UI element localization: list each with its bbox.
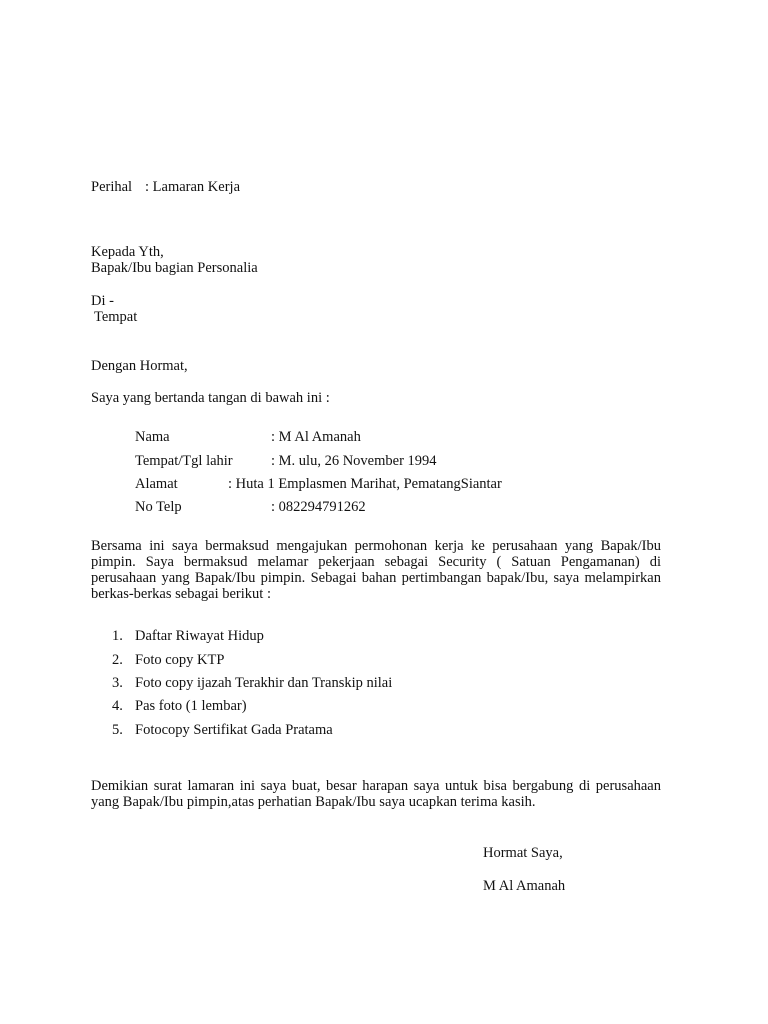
detail-label-name: Nama bbox=[135, 429, 170, 445]
attachment-item: Daftar Riwayat Hidup bbox=[135, 628, 264, 644]
detail-value-birth: : M. ulu, 26 November 1994 bbox=[271, 453, 437, 469]
attachment-item: Foto copy ijazah Terakhir dan Transkip nilai bbox=[135, 675, 393, 691]
recipient-line-2: Bapak/Ibu bagian Personalia bbox=[91, 260, 258, 276]
attachment-number: 2. bbox=[112, 652, 123, 668]
detail-label-address: Alamat bbox=[135, 476, 178, 492]
closing-paragraph: Demikian surat lamaran ini saya buat, besar harapan saya untuk bisa bergabung di perusahaan yang Bapak/Ibu pimpin,atas perhatian Bapak/Ibu saya ucapkan terima kasih. bbox=[91, 778, 661, 810]
attachment-item: Fotocopy Sertifikat Gada Pratama bbox=[135, 722, 333, 738]
subject-label: Perihal bbox=[91, 179, 133, 195]
body-paragraph: Bersama ini saya bermaksud mengajukan permohonan kerja ke perusahaan yang Bapak/Ibu pimpin. Saya bermaksud melamar pekerjaan sebagai Security ( Satuan Pengamanan) di perusahaan yang Bapak/Ibu pimpin. Sebagai bahan pertimbangan bapak/Ibu, saya melampirkan berkas-berkas sebagai berikut : bbox=[91, 538, 661, 602]
greeting: Dengan Hormat, bbox=[91, 358, 188, 374]
detail-value-name: : M Al Amanah bbox=[271, 429, 361, 445]
attachment-item: Foto copy KTP bbox=[135, 652, 225, 668]
intro-line: Saya yang bertanda tangan di bawah ini : bbox=[91, 390, 330, 406]
attachment-number: 4. bbox=[112, 698, 123, 714]
recipient-line-1: Kepada Yth, bbox=[91, 244, 164, 260]
attachment-number: 1. bbox=[112, 628, 123, 644]
attachment-number: 5. bbox=[112, 722, 123, 738]
detail-label-phone: No Telp bbox=[135, 499, 182, 515]
recipient-place: Tempat bbox=[94, 309, 138, 325]
detail-label-birth: Tempat/Tgl lahir bbox=[135, 453, 233, 469]
attachment-item: Pas foto (1 lembar) bbox=[135, 698, 247, 714]
signature-closing: Hormat Saya, bbox=[483, 845, 563, 861]
subject-value: : Lamaran Kerja bbox=[145, 179, 241, 195]
detail-value-phone: : 082294791262 bbox=[271, 499, 366, 515]
signature-name: M Al Amanah bbox=[483, 878, 566, 894]
attachment-number: 3. bbox=[112, 675, 123, 691]
recipient-at: Di - bbox=[91, 293, 114, 309]
detail-value-address: : Huta 1 Emplasmen Marihat, PematangSiantar bbox=[228, 476, 502, 492]
